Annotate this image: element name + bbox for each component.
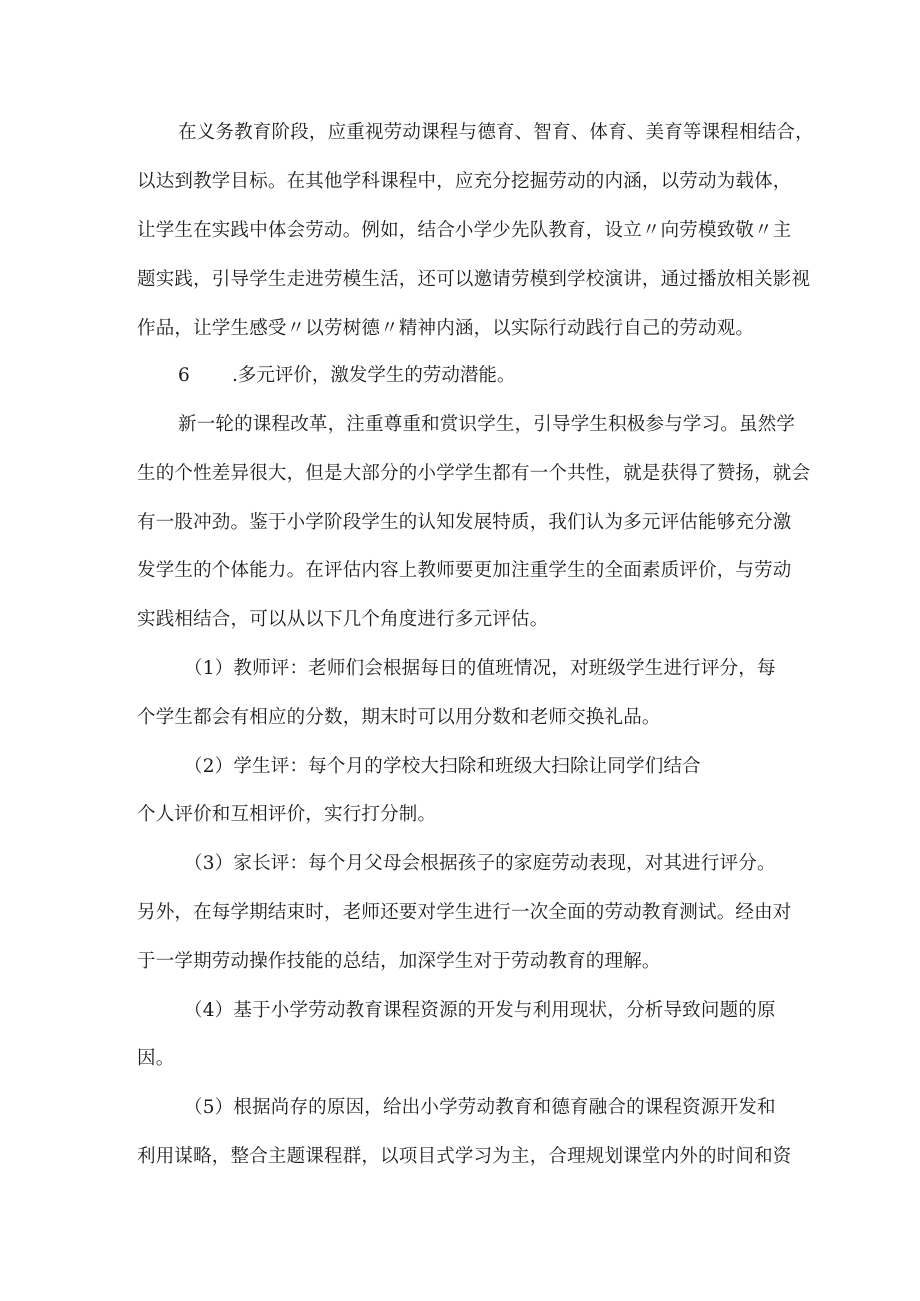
- paragraph-1-line-5: 作品，让学生感受〃以劳树德〃精神内涵，以实际行动践行自己的劳动观。: [137, 318, 755, 339]
- item-5-line-1: （5）根据尚存的原因，给出小学劳动教育和德育融合的课程资源开发和: [184, 1097, 776, 1118]
- item-1-line-2: 个学生都会有相应的分数，期末时可以用分数和老师交换礼品。: [137, 707, 661, 728]
- item-1-line-1: （1）教师评：老师们会根据每日的值班情况，对班级学生进行评分，每: [184, 658, 776, 679]
- paragraph-1-line-4: 题实践，引导学生走进劳模生活，还可以邀请劳模到学校演讲，通过播放相关影视: [137, 269, 811, 290]
- item-4-line-1: （4）基于小学劳动教育课程资源的开发与利用现状，分析导致问题的原: [184, 1000, 776, 1021]
- paragraph-2-line-1: 新一轮的课程改革，注重尊重和赏识学生，引导学生积极参与学习。虽然学: [178, 414, 796, 435]
- paragraph-2-line-3: 有一股冲劲。鉴于小学阶段学生的认知发展特质，我们认为多元评估能够充分激: [137, 512, 792, 533]
- item-3-line-1: （3）家长评：每个月父母会根据孩子的家庭劳动表现，对其进行评分。: [184, 853, 776, 874]
- item-3-line-2: 另外，在每学期结束时，老师还要对学生进行一次全面的劳动教育测试。经由对: [137, 902, 792, 923]
- section-heading: .多元评价，激发学生的劳动潜能。: [232, 365, 516, 386]
- paragraph-1-line-3: 让学生在实践中体会劳动。例如，结合小学少先队教育，设立〃向劳模致敬〃主: [137, 220, 792, 241]
- paragraph-1-line-1: 在义务教育阶段，应重视劳动课程与德育、智育、体育、美育等课程相结合，: [178, 122, 814, 143]
- item-4-line-2: 因。: [137, 1048, 175, 1069]
- section-number: 6: [178, 365, 190, 386]
- paragraph-2-line-2: 生的个性差异很大，但是大部分的小学学生都有一个共性，就是获得了赞扬，就会: [137, 463, 811, 484]
- paragraph-2-line-4: 发学生的个体能力。在评估内容上教师要更加注重学生的全面素质评价，与劳动: [137, 560, 792, 581]
- item-3-line-3: 于一学期劳动操作技能的总结，加深学生对于劳动教育的理解。: [137, 951, 661, 972]
- paragraph-1-line-2: 以达到教学目标。在其他学科课程中，应充分挖掘劳动的内涵，以劳动为载体，: [137, 171, 792, 192]
- item-5-line-2: 利用谋略，整合主题课程群，以项目式学习为主，合理规划课堂内外的时间和资: [137, 1146, 792, 1167]
- item-2-line-1: （2）学生评：每个月的学校大扫除和班级大扫除让同学们结合: [184, 756, 701, 777]
- paragraph-2-line-5: 实践相结合，可以从以下几个角度进行多元评估。: [137, 609, 549, 630]
- item-2-line-2: 个人评价和互相评价，实行打分制。: [137, 804, 437, 825]
